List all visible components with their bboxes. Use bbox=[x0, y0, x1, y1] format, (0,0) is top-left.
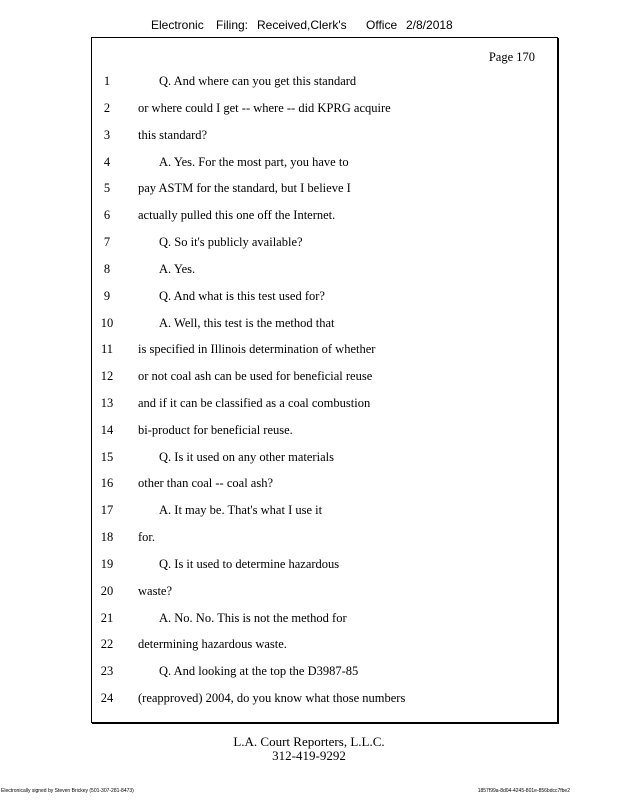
line-number: 3 bbox=[103, 127, 111, 142]
line-text: bi-product for beneficial reuse. bbox=[138, 422, 293, 437]
line-text: Q. And looking at the top the D3987-85 bbox=[159, 664, 359, 679]
line-text: for. bbox=[138, 530, 156, 545]
line-text: Q. Is it used on any other materials bbox=[159, 449, 334, 464]
transcript-line bbox=[0, 584, 618, 600]
transcript-line bbox=[0, 181, 618, 197]
line-text: Q. And where can you get this standard bbox=[159, 74, 357, 88]
footer-company: L.A. Court Reporters, L.L.C. bbox=[233, 734, 385, 749]
line-text: A. No. No. This is not the method for bbox=[159, 610, 347, 625]
line-number: 24 bbox=[100, 691, 114, 706]
transcript-line bbox=[0, 155, 618, 171]
line-number: 4 bbox=[103, 154, 111, 169]
transcript-line bbox=[0, 262, 618, 278]
signature-left: Electronically signed by Steven Brickey (501-307-281-8473) bbox=[1, 788, 134, 794]
line-number: 1 bbox=[103, 74, 111, 88]
transcript-line bbox=[0, 423, 618, 439]
line-text: A. Yes. bbox=[159, 261, 196, 276]
line-number: 9 bbox=[103, 288, 111, 303]
transcript-line bbox=[0, 128, 618, 144]
line-number: 21 bbox=[100, 610, 114, 625]
line-text: or where could I get -- where -- did KPRG acquire bbox=[138, 100, 391, 115]
line-number: 18 bbox=[100, 530, 114, 545]
line-text: pay ASTM for the standard, but I believe I bbox=[138, 181, 351, 196]
line-text: A. It may be. That's what I use it bbox=[159, 503, 323, 518]
transcript-line bbox=[0, 208, 618, 224]
line-text: other than coal -- coal ash? bbox=[138, 476, 274, 491]
line-number: 16 bbox=[100, 476, 114, 491]
line-number: 13 bbox=[100, 396, 114, 410]
header-office: Office bbox=[366, 18, 398, 32]
line-text: Q. And what is this test used for? bbox=[159, 288, 325, 303]
line-number: 23 bbox=[100, 664, 114, 679]
line-number: 12 bbox=[100, 369, 114, 384]
line-number: 22 bbox=[100, 637, 114, 652]
line-text: A. Yes. For the most part, you have to bbox=[159, 154, 349, 169]
line-number: 20 bbox=[100, 583, 114, 598]
line-text: is specified in Illinois determination of whether bbox=[138, 342, 376, 357]
line-number: 2 bbox=[103, 100, 111, 115]
line-number: 15 bbox=[100, 449, 114, 464]
header-electronic: Electronic bbox=[151, 18, 204, 32]
line-text: determining hazardous waste. bbox=[138, 637, 287, 652]
line-text: Q. So it's publicly available? bbox=[159, 235, 303, 249]
header-filing: Filing: bbox=[216, 18, 249, 32]
line-text: waste? bbox=[138, 583, 173, 598]
line-text: and if it can be classified as a coal combustion bbox=[138, 396, 371, 410]
line-number: 14 bbox=[100, 422, 114, 437]
line-number: 8 bbox=[103, 261, 111, 276]
line-text: A. Well, this test is the method that bbox=[159, 315, 335, 330]
header-date: 2/8/2018 bbox=[406, 18, 453, 32]
transcript-line bbox=[0, 316, 618, 332]
line-text: actually pulled this one off the Internet. bbox=[138, 208, 336, 223]
line-number: 7 bbox=[103, 235, 111, 249]
transcript-line bbox=[0, 450, 618, 466]
transcript-line bbox=[0, 637, 618, 653]
transcript-line bbox=[0, 611, 618, 627]
line-number: 5 bbox=[103, 181, 111, 196]
transcript-line bbox=[0, 289, 618, 305]
transcript-line bbox=[0, 691, 618, 707]
transcript-line bbox=[0, 396, 618, 412]
transcript-line bbox=[0, 369, 618, 385]
line-text: this standard? bbox=[138, 127, 208, 142]
line-number: 19 bbox=[100, 556, 114, 571]
page-number: Page 170 bbox=[488, 50, 535, 64]
transcript-line bbox=[0, 664, 618, 680]
header-received: Received,Clerk's bbox=[257, 18, 347, 32]
transcript-line bbox=[0, 342, 618, 358]
transcript-line bbox=[0, 530, 618, 546]
line-text: Q. Is it used to determine hazardous bbox=[159, 556, 340, 571]
transcript-line bbox=[0, 74, 618, 90]
line-number: 10 bbox=[100, 315, 114, 330]
line-text: (reapproved) 2004, do you know what those numbers bbox=[138, 691, 406, 706]
transcript-line bbox=[0, 101, 618, 117]
line-number: 11 bbox=[100, 342, 114, 357]
footer-phone: 312-419-9292 bbox=[272, 748, 346, 763]
signature-right: 1857f99a-8d04-4245-801e-856bdcc7fbe2 bbox=[477, 788, 570, 794]
line-text: or not coal ash can be used for beneficial reuse bbox=[138, 369, 373, 384]
transcript-line bbox=[0, 557, 618, 573]
line-number: 17 bbox=[100, 503, 114, 518]
transcript-line bbox=[0, 235, 618, 251]
transcript-line bbox=[0, 503, 618, 519]
line-number: 6 bbox=[103, 208, 111, 223]
transcript-line bbox=[0, 476, 618, 492]
